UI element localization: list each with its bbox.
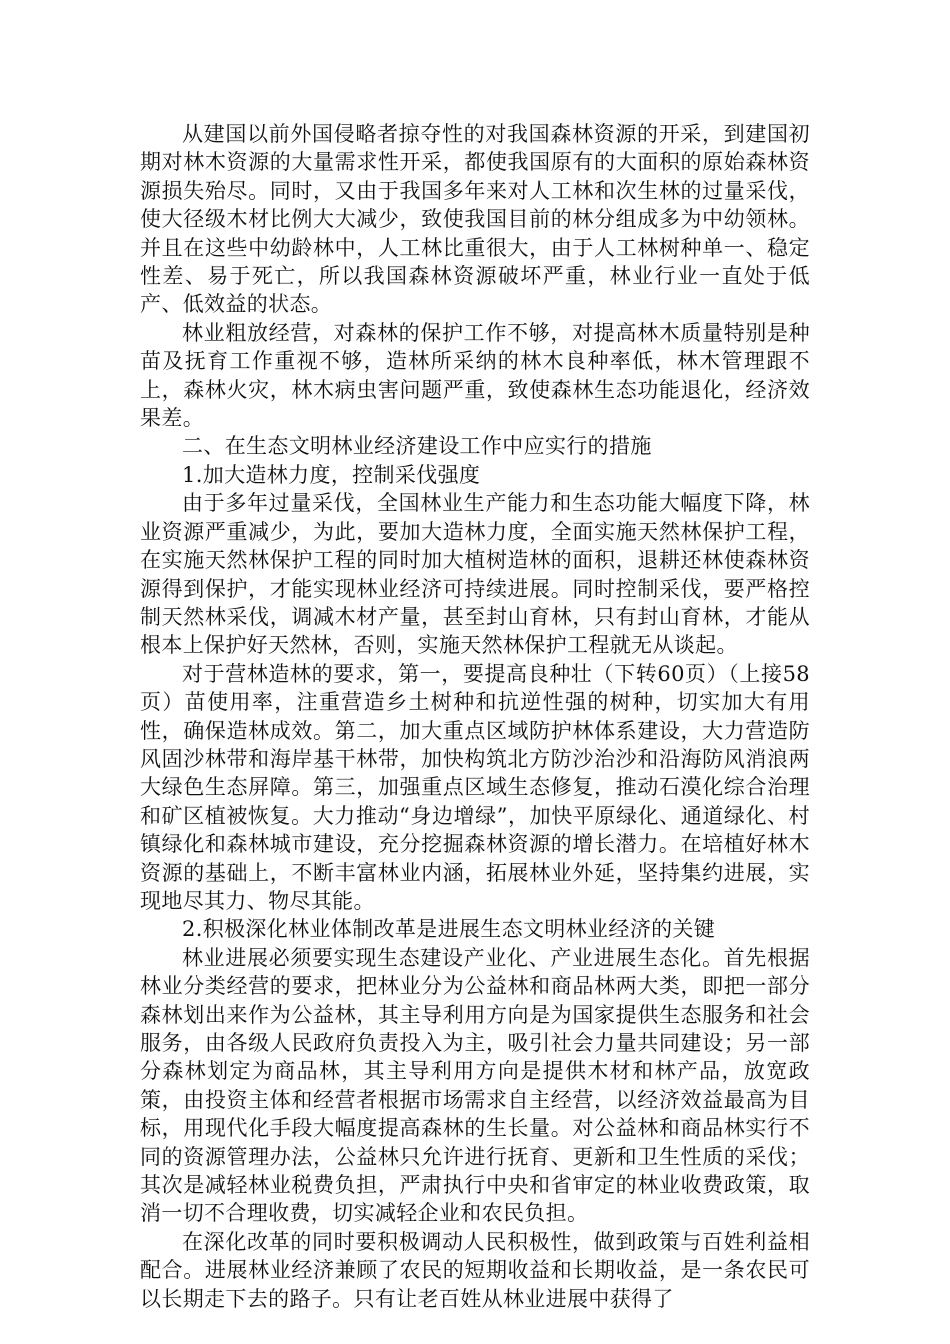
paragraph-forest-history: 从建国以前外国侵略者掠夺性的对我国森林资源的开采，到建国初期对林木资源的大量需求性开采，都使我国原有的大面积的原始森林资源损失殆尽。同时，又由于我国多年来对人工林和次生林的过量采伐，使大径级木材比例大大减少，致使我国目前的林分组成多为中幼领林。并且在这些中幼龄林中，人工林比重很大，由于人工林树种单一、稳定性差、易于死亡，所以我国森林资源破坏严重，林业行业一直处于低产、低效益的状态。 [140,122,810,317]
subheading-afforestation: 1.加大造林力度，控制采伐强度 [182,462,481,487]
paragraph-classified-management: 林业进展必须要实现生态建设产业化、产业进展生态化。首先根据林业分类经营的要求，把林业分为公益林和商品林两大类，即把一部分森林划出来作为公益林，其主导利用方向是为国家提供生态服务和社会服务，由各级人民政府负责投入为主，吸引社会力量共同建设；另一部分森林划定为商品林，其主导利用方向是提供木材和林产品，放宽政策，由投资主体和经营者根据市场需求自主经营，以经济效益最高为目标，用现代化手段大幅度提高森林的生长量。对公益林和商品林实行不同的资源管理办法，公益林只允许进行抚育、更新和卫生性质的采伐；其次是减轻林业税费负担，严肃执行中央和省审定的林业收费政策，取消一切不合理收费，切实减轻企业和农民负担。 [140,945,810,1226]
document-page [140,120,810,1313]
paragraph-logging-control: 由于多年过量采伐，全国林业生产能力和生态功能大幅度下降，林业资源严重减少，为此，要加大造林力度，全面实施天然林保护工程，在实施天然林保护工程的同时加大植树造林的面积，退耕还林使森林资源得到保护，才能实现林业经济可持续进展。同时控制采伐，要严格控制天然林采伐，调减木材产量，甚至封山育林，只有封山育林，才能从根本上保护好天然林，否则，实施天然林保护工程就无从谈起。 [140,491,810,658]
section-heading-measures: 二、在生态文明林业经济建设工作中应实行的措施 [182,434,652,459]
paragraph-afforestation-requirements: 对于营林造林的要求，第一，要提高良种壮（下转60页）（上接58页）苗使用率，注重营造乡土树种和抗逆性强的树种，切实加大有用性，确保造林成效。第二，加大重点区域防护林体系建设，大力营造防风固沙林带和海岸基干林带，加快构筑北方防沙治沙和沿海防风消浪两大绿色生态屏障。第三，加强重点区域生态修复，推动石漠化综合治理和矿区植被恢复。大力推动“身边增绿”，加快平原绿化、通道绿化、村镇绿化和森林城市建设，充分挖掘森林资源的增长潜力。在培植好林木资源的基础上，不断丰富林业内涵，拓展林业外延，坚持集约进展，实现地尽其力、物尽其能。 [140,661,810,913]
subheading-reform: 2.积极深化林业体制改革是进展生态文明林业经济的关键 [182,917,716,942]
paragraph-extensive-management: 林业粗放经营，对森林的保护工作不够，对提高林木质量特别是种苗及抚育工作重视不够，造林所采纳的林木良种率低，林木管理跟不上，森林火灾，林木病虫害问题严重，致使森林生态功能退化，经济效果差。 [140,320,810,431]
paragraph-people-enthusiasm: 在深化改革的同时要积极调动人民积极性，做到政策与百姓利益相配合。进展林业经济兼顾了农民的短期收益和长期收益，是一条农民可以长期走下去的路子。只有让老百姓从林业进展中获得了 [140,1229,810,1311]
